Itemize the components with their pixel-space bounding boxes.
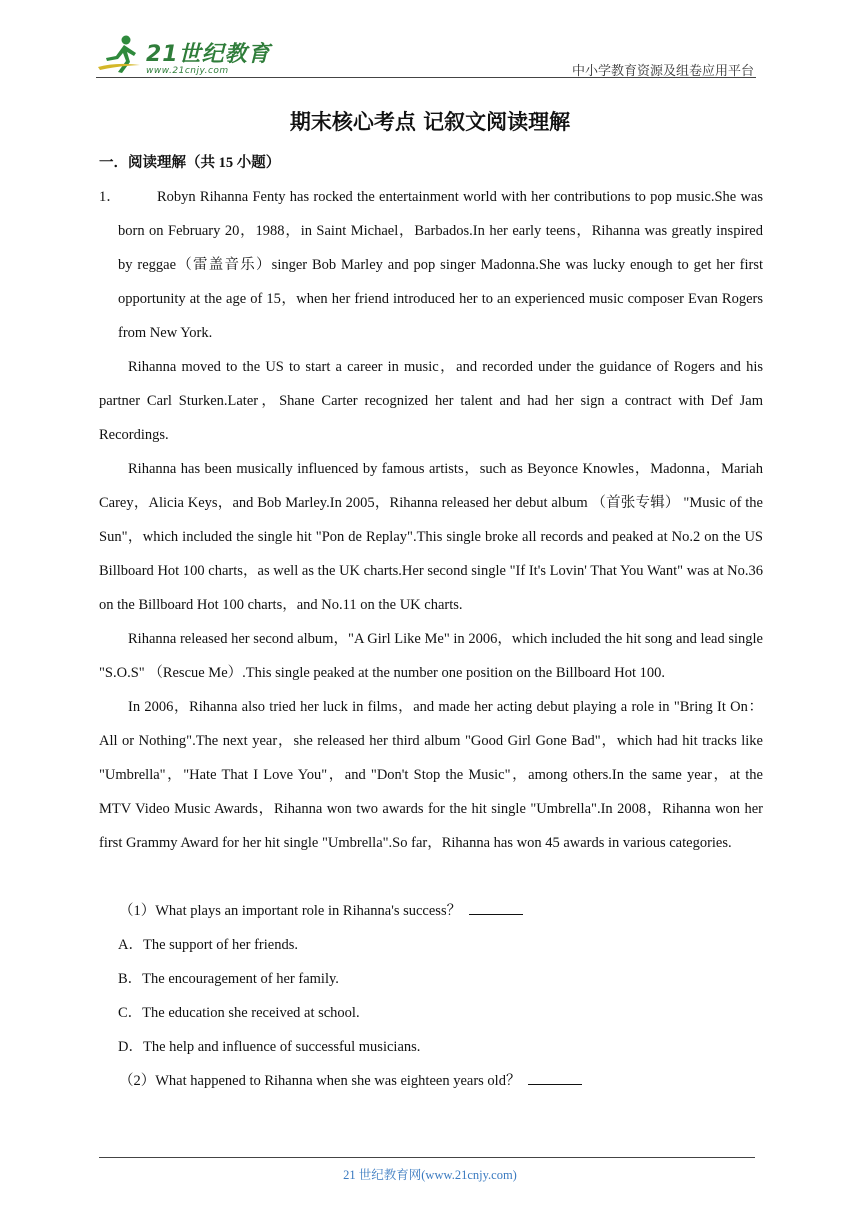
passage-paragraph-5: In 2006，Rihanna also tried her luck in films，and made her acting debut playing a role in "Bring It On：All or Nothing".The next year，she released her third album "Good Girl Gone Bad"，which had hit tracks like "Umbrella"，"Hate That I Love You"，and "Don't Stop the Music"，among others.In the same year，at the MTV Video Music Awards，Rihanna won two awards for the hit single "Umbrella".In 2008，Rihanna won her first Grammy Award for her hit single "Umbrella".So far，Rihanna has won 45 awards in various categories. xyxy=(99,699,763,851)
site-logo xyxy=(96,34,271,76)
answer-blank[interactable] xyxy=(469,900,523,915)
question-number: 1． xyxy=(99,189,121,205)
logo-wordmark: 21世纪教育 xyxy=(146,42,271,67)
option-c: C．The education she received at school. xyxy=(118,1005,360,1021)
option-b: B．The encouragement of her family. xyxy=(118,971,339,987)
passage-paragraph-3: Rihanna has been musically influenced by famous artists，such as Beyonce Knowles，Madonna，Mariah Carey，Alicia Keys，and Bob Marley.In 2005，Rihanna released her debut album （首张专辑） "Music of the Sun"，which included the single hit "Pon de Replay".This single broke all records and peaked at No.2 on the US Billboard Hot 100 charts，as well as the UK charts.Her second single "If It's Lovin' That You Want" was at No.36 on the Billboard Hot 100 charts，and No.11 on the UK charts. xyxy=(99,461,763,613)
section-heading: 一．阅读理解（共 15 小题） xyxy=(99,155,281,171)
header-divider xyxy=(96,77,756,78)
page-title: 期末核心考点 记叙文阅读理解 xyxy=(289,109,571,134)
answer-blank[interactable] xyxy=(528,1070,582,1085)
option-a: A．The support of her friends. xyxy=(118,937,298,953)
runner-logo-icon xyxy=(96,34,144,76)
footer-text: 21 世纪教育网(www.21cnjy.com) xyxy=(343,1168,517,1182)
sub-question-1 xyxy=(99,894,763,928)
option-d: D．The help and influence of successful musicians. xyxy=(118,1039,421,1055)
page-header xyxy=(96,30,756,78)
passage-paragraph-2: Rihanna moved to the US to start a career in music，and recorded under the guidance of Rogers and his partner Carl Sturken.Later，Shane Carter recognized her talent and had her sign a contract with Def Jam Recordings. xyxy=(99,359,763,443)
footer-divider xyxy=(99,1157,755,1158)
sub-question-2-text: （2）What happened to Rihanna when she was eighteen years old？ xyxy=(119,1073,521,1089)
passage-paragraph-1: Robyn Rihanna Fenty has rocked the entertainment world with her contributions to pop music.She was born on February 20，1988，in Saint Michael，Barbados.In her early teens，Rihanna was greatly inspired by reggae（雷盖音乐）singer Bob Marley and pop singer Madonna.She was lucky enough to get her first opportunity at the age of 15，when her friend introduced her to an experienced music composer Evan Rogers from New York. xyxy=(118,189,763,341)
sub-question-2 xyxy=(99,1064,763,1098)
spacer xyxy=(99,860,763,894)
question-1 xyxy=(99,180,763,1098)
passage-paragraph-4: Rihanna released her second album，"A Girl Like Me" in 2006，which included the hit song and lead single "S.O.S" （Rescue Me）.This single peaked at the number one position on the Billboard Hot 100. xyxy=(99,631,763,681)
logo-url: www.21cnjy.com xyxy=(146,66,229,76)
sub-question-1-text: （1）What plays an important role in Rihanna's success？ xyxy=(119,903,462,919)
platform-name: 中小学教育资源及组卷应用平台 xyxy=(571,63,754,78)
